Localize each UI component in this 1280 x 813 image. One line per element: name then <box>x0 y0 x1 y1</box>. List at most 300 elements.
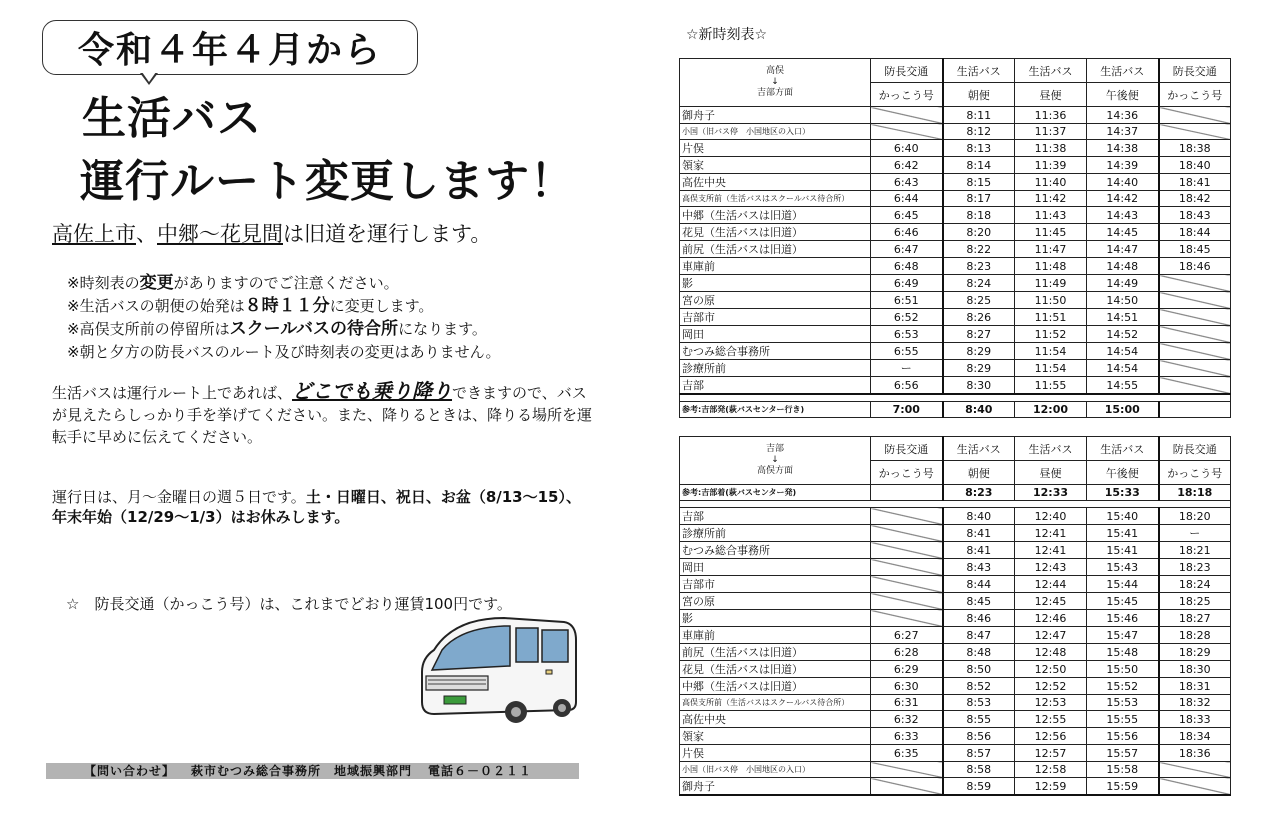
departure-time <box>871 508 943 525</box>
departure-time: 14:48 <box>1087 258 1159 275</box>
direction-arrow: ↓ <box>771 77 779 87</box>
departure-time: 14:39 <box>1087 157 1159 174</box>
departure-time: 18:20 <box>1159 508 1231 525</box>
timetable-row <box>680 174 1231 191</box>
departure-time: 8:58 <box>943 762 1015 778</box>
timetable-row <box>680 309 1231 326</box>
stop-name: むつみ総合事務所 <box>680 343 871 360</box>
departure-time: 8:57 <box>943 745 1015 762</box>
departure-time: 11:54 <box>1015 343 1087 360</box>
departure-time: 8:11 <box>943 107 1015 124</box>
departure-time: 6:31 <box>871 695 943 711</box>
departure-time: 7:00 <box>871 402 943 418</box>
departure-time: 8:22 <box>943 241 1015 258</box>
departure-time: 14:54 <box>1087 360 1159 377</box>
departure-time: 8:12 <box>943 124 1015 140</box>
stop-name: 中郷（生活バスは旧道） <box>680 207 871 224</box>
departure-time: 11:42 <box>1015 191 1087 207</box>
stop-name: 影 <box>680 610 871 627</box>
departure-time: 12:52 <box>1015 678 1087 695</box>
stop-name: 花見（生活バスは旧道） <box>680 224 871 241</box>
departure-time: 14:43 <box>1087 207 1159 224</box>
timetable-row <box>680 576 1231 593</box>
fare-note: ☆ 防長交通（かっこう号）は、これまでどおり運賃100円です。 <box>66 595 512 613</box>
direction-to: 吉部方面 <box>756 88 793 98</box>
note-1-a: ※時刻表の <box>67 274 140 292</box>
departure-time <box>1159 377 1231 395</box>
departure-time <box>1159 778 1231 796</box>
departure-time: 12:57 <box>1015 745 1087 762</box>
departure-time: 8:53 <box>943 695 1015 711</box>
departure-time: 15:56 <box>1087 728 1159 745</box>
column-header-line2: 朝便 <box>943 83 1015 107</box>
timetable-row <box>680 745 1231 762</box>
departure-time: 8:56 <box>943 728 1015 745</box>
departure-time: 14:55 <box>1087 377 1159 395</box>
departure-time: 6:43 <box>871 174 943 191</box>
departure-time: 15:33 <box>1087 485 1159 501</box>
departure-time: ー <box>871 360 943 377</box>
para-a: 生活バスは運行ルート上であれば、 <box>52 384 293 402</box>
departure-time: 18:36 <box>1159 745 1231 762</box>
departure-time: 11:48 <box>1015 258 1087 275</box>
timetable-row <box>680 593 1231 610</box>
timetable-row <box>680 326 1231 343</box>
departure-time: 6:33 <box>871 728 943 745</box>
stop-name: 片俣 <box>680 140 871 157</box>
stop-name: 診療所前 <box>680 360 871 377</box>
departure-time: 18:27 <box>1159 610 1231 627</box>
departure-time: 12:44 <box>1015 576 1087 593</box>
departure-time: 8:41 <box>943 542 1015 559</box>
departure-time: 15:55 <box>1087 711 1159 728</box>
departure-time: 18:34 <box>1159 728 1231 745</box>
departure-time: 8:44 <box>943 576 1015 593</box>
direction-to: 高俣方面 <box>756 466 793 476</box>
departure-time: 11:39 <box>1015 157 1087 174</box>
timetable-row <box>680 124 1231 140</box>
title-line-1: 生活バス <box>82 93 262 144</box>
timetable-row <box>680 140 1231 157</box>
departure-time: 6:27 <box>871 627 943 644</box>
departure-time: 18:42 <box>1159 191 1231 207</box>
stop-name: 吉部市 <box>680 309 871 326</box>
departure-time <box>871 107 943 124</box>
departure-time: 8:14 <box>943 157 1015 174</box>
stop-name: 御舟子 <box>680 107 871 124</box>
departure-time <box>1159 107 1231 124</box>
departure-time: 15:57 <box>1087 745 1159 762</box>
departure-time: 14:37 <box>1087 124 1159 140</box>
timetable-row <box>680 107 1231 124</box>
departure-time: 15:47 <box>1087 627 1159 644</box>
date-bubble: 令和４年４月から <box>42 20 418 75</box>
column-header-line2: 午後便 <box>1087 461 1159 485</box>
departure-time: 18:38 <box>1159 140 1231 157</box>
reference-row <box>680 485 1231 501</box>
stop-name: 前尻（生活バスは旧道） <box>680 241 871 258</box>
direction-arrow: ↓ <box>771 455 779 465</box>
stop-name: 前尻（生活バスは旧道） <box>680 644 871 661</box>
timetable-row <box>680 377 1231 395</box>
departure-time: 18:30 <box>1159 661 1231 678</box>
departure-time: 6:49 <box>871 275 943 292</box>
departure-time: 11:51 <box>1015 309 1087 326</box>
departure-time: 18:41 <box>1159 174 1231 191</box>
column-header-line1: 生活バス <box>943 437 1015 461</box>
timetable-row <box>680 778 1231 796</box>
bubble-tail-inner <box>142 72 156 82</box>
departure-time: 11:49 <box>1015 275 1087 292</box>
direction-label <box>680 437 871 485</box>
title-line-2: 運行ルート変更します！ <box>80 156 575 207</box>
departure-time: 14:49 <box>1087 275 1159 292</box>
departure-time: 15:50 <box>1087 661 1159 678</box>
departure-time: 14:36 <box>1087 107 1159 124</box>
subtitle-part-3: は旧道を運行します。 <box>283 222 492 246</box>
departure-time: 8:29 <box>943 343 1015 360</box>
departure-time: 15:48 <box>1087 644 1159 661</box>
departure-time: 11:37 <box>1015 124 1087 140</box>
departure-time: 18:44 <box>1159 224 1231 241</box>
departure-time: 6:48 <box>871 258 943 275</box>
stop-name: 岡田 <box>680 559 871 576</box>
timetable-row <box>680 275 1231 292</box>
departure-time: 8:25 <box>943 292 1015 309</box>
timetable-row <box>680 678 1231 695</box>
timetable-outbound <box>679 58 1231 418</box>
note-2 <box>67 295 500 318</box>
timetable-row <box>680 610 1231 627</box>
departure-time: 11:38 <box>1015 140 1087 157</box>
departure-time: 15:44 <box>1087 576 1159 593</box>
note-2-c: に変更します。 <box>329 297 434 315</box>
stop-name: 車庫前 <box>680 627 871 644</box>
note-1-b: 変更 <box>139 273 174 293</box>
departure-time: 8:27 <box>943 326 1015 343</box>
note-1-c: がありますのでご注意ください。 <box>173 274 399 292</box>
departure-time: 18:46 <box>1159 258 1231 275</box>
departure-time: 8:17 <box>943 191 1015 207</box>
departure-time: 14:47 <box>1087 241 1159 258</box>
column-header-line1: 防長交通 <box>1159 59 1231 83</box>
service-days <box>52 487 592 527</box>
departure-time <box>871 762 943 778</box>
departure-time: 11:54 <box>1015 360 1087 377</box>
timetable-row <box>680 360 1231 377</box>
note-1 <box>67 272 500 295</box>
timetable-row <box>680 728 1231 745</box>
departure-time <box>1159 326 1231 343</box>
departure-time: 8:24 <box>943 275 1015 292</box>
timetable-row <box>680 157 1231 174</box>
stop-name: 高佐中央 <box>680 711 871 728</box>
departure-time <box>1159 343 1231 360</box>
departure-time: 8:15 <box>943 174 1015 191</box>
departure-time: 18:40 <box>1159 157 1231 174</box>
note-3-c: になります。 <box>398 320 487 338</box>
departure-time: 18:23 <box>1159 559 1231 576</box>
departure-time: 6:55 <box>871 343 943 360</box>
departure-time: 6:28 <box>871 644 943 661</box>
timetable-row <box>680 258 1231 275</box>
departure-time: 14:38 <box>1087 140 1159 157</box>
note-2-a: ※生活バスの朝便の始発は <box>67 297 245 315</box>
stop-name: 高佐中央 <box>680 174 871 191</box>
departure-time: 18:21 <box>1159 542 1231 559</box>
footer-office: 萩市むつみ総合事務所 地域振興部門 <box>191 764 413 778</box>
column-header-line1: 生活バス <box>1015 59 1087 83</box>
note-3 <box>67 318 500 341</box>
departure-time <box>871 485 943 501</box>
stop-name: 影 <box>680 275 871 292</box>
departure-time: ー <box>1159 525 1231 542</box>
column-header-line2: かっこう号 <box>1159 461 1231 485</box>
timetable-row <box>680 661 1231 678</box>
timetable-row <box>680 644 1231 661</box>
departure-time <box>1159 309 1231 326</box>
timetable-row <box>680 627 1231 644</box>
departure-time: 8:41 <box>943 525 1015 542</box>
days-b: 土・日曜日、祝日、お盆（8/13～15）、年末年始（12/29～1/3）はお休みします。 <box>52 488 581 526</box>
departure-time: 6:40 <box>871 140 943 157</box>
departure-time: 8:29 <box>943 360 1015 377</box>
departure-time: 18:45 <box>1159 241 1231 258</box>
note-4: ※朝と夕方の防長バスのルート及び時刻表の変更はありません。 <box>67 343 501 361</box>
departure-time <box>1159 762 1231 778</box>
departure-time: 6:56 <box>871 377 943 395</box>
timetable-row <box>680 343 1231 360</box>
days-a: 運行日は、月～金曜日の週５日です。 <box>52 488 306 506</box>
departure-time: 8:26 <box>943 309 1015 326</box>
departure-time: 12:40 <box>1015 508 1087 525</box>
departure-time <box>1159 124 1231 140</box>
departure-time: 15:58 <box>1087 762 1159 778</box>
departure-time: 11:43 <box>1015 207 1087 224</box>
column-header-line2: 朝便 <box>943 461 1015 485</box>
direction-label <box>680 59 871 107</box>
stop-name: 花見（生活バスは旧道） <box>680 661 871 678</box>
departure-time: 6:46 <box>871 224 943 241</box>
departure-time: 8:30 <box>943 377 1015 395</box>
column-header-line2: かっこう号 <box>1159 83 1231 107</box>
subtitle-part-2: 中郷～花見間 <box>157 222 283 246</box>
note-3-b: スクールバスの待合所 <box>229 319 399 339</box>
timetable-row <box>680 695 1231 711</box>
departure-time: 18:28 <box>1159 627 1231 644</box>
stop-name: 宮の原 <box>680 292 871 309</box>
departure-time <box>1159 402 1231 418</box>
departure-time: 8:50 <box>943 661 1015 678</box>
departure-time: 14:52 <box>1087 326 1159 343</box>
departure-time: 18:24 <box>1159 576 1231 593</box>
departure-time: 8:18 <box>943 207 1015 224</box>
departure-time: 14:40 <box>1087 174 1159 191</box>
bus-illustration <box>414 610 584 730</box>
departure-time: 18:29 <box>1159 644 1231 661</box>
direction-from: 高俣 <box>765 66 784 76</box>
timetable-heading: ☆新時刻表☆ <box>686 27 768 43</box>
departure-time: 8:13 <box>943 140 1015 157</box>
departure-time: 14:51 <box>1087 309 1159 326</box>
departure-time: 12:50 <box>1015 661 1087 678</box>
departure-time: 14:54 <box>1087 343 1159 360</box>
departure-time: 8:23 <box>943 258 1015 275</box>
departure-time: 8:40 <box>943 402 1015 418</box>
departure-time: 8:46 <box>943 610 1015 627</box>
departure-time: 6:47 <box>871 241 943 258</box>
departure-time: 6:35 <box>871 745 943 762</box>
timetable-row <box>680 711 1231 728</box>
stop-name: 中郷（生活バスは旧道） <box>680 678 871 695</box>
departure-time <box>871 525 943 542</box>
reference-row <box>680 402 1231 418</box>
departure-time: 11:55 <box>1015 377 1087 395</box>
departure-time: 6:51 <box>871 292 943 309</box>
departure-time: 12:46 <box>1015 610 1087 627</box>
column-header-line1: 生活バス <box>1087 59 1159 83</box>
departure-time: 12:53 <box>1015 695 1087 711</box>
departure-time: 8:47 <box>943 627 1015 644</box>
departure-time: 6:44 <box>871 191 943 207</box>
departure-time: 18:32 <box>1159 695 1231 711</box>
column-header-line2: 昼便 <box>1015 83 1087 107</box>
departure-time: 12:33 <box>1015 485 1087 501</box>
departure-time: 8:40 <box>943 508 1015 525</box>
departure-time: 8:20 <box>943 224 1015 241</box>
note-3-a: ※高俣支所前の停留所は <box>67 320 230 338</box>
departure-time: 15:46 <box>1087 610 1159 627</box>
spacer-row <box>680 501 1231 508</box>
departure-time <box>871 124 943 140</box>
timetable-row <box>680 508 1231 525</box>
departure-time: 6:30 <box>871 678 943 695</box>
stop-name: 小国（旧バス停 小国地区の入口） <box>680 762 871 778</box>
departure-time <box>871 542 943 559</box>
stop-name: 宮の原 <box>680 593 871 610</box>
departure-time: 12:00 <box>1015 402 1087 418</box>
subtitle-sep: 、 <box>136 222 157 246</box>
departure-time: 12:41 <box>1015 525 1087 542</box>
departure-time: 18:31 <box>1159 678 1231 695</box>
departure-time: 11:47 <box>1015 241 1087 258</box>
departure-time: 11:52 <box>1015 326 1087 343</box>
departure-time: 18:33 <box>1159 711 1231 728</box>
departure-time: 15:43 <box>1087 559 1159 576</box>
stop-name: 高俣支所前（生活バスはスクールバス待合所） <box>680 191 871 207</box>
departure-time: 12:41 <box>1015 542 1087 559</box>
departure-time <box>871 593 943 610</box>
departure-time <box>871 576 943 593</box>
departure-time: 15:40 <box>1087 508 1159 525</box>
column-header-line1: 生活バス <box>1015 437 1087 461</box>
timetable-row <box>680 559 1231 576</box>
footer-phone: 電話６－０２１１ <box>428 764 533 778</box>
subtitle-part-1: 高佐上市 <box>52 222 136 246</box>
departure-time: 14:50 <box>1087 292 1159 309</box>
column-header-line1: 防長交通 <box>871 437 943 461</box>
departure-time <box>871 778 943 796</box>
departure-time <box>1159 360 1231 377</box>
spacer-row <box>680 394 1231 402</box>
column-header-line2: かっこう号 <box>871 83 943 107</box>
departure-time: 8:55 <box>943 711 1015 728</box>
reference-label: 参考:吉部発(萩バスセンター行き) <box>680 402 871 418</box>
departure-time: 6:53 <box>871 326 943 343</box>
departure-time: 8:59 <box>943 778 1015 796</box>
stop-name: むつみ総合事務所 <box>680 542 871 559</box>
stop-name: 領家 <box>680 157 871 174</box>
departure-time: 14:45 <box>1087 224 1159 241</box>
stop-name: 車庫前 <box>680 258 871 275</box>
departure-time: 15:41 <box>1087 542 1159 559</box>
note-2-b: ８時１１分 <box>244 296 330 316</box>
departure-time: 15:53 <box>1087 695 1159 711</box>
stop-name: 岡田 <box>680 326 871 343</box>
departure-time: 15:41 <box>1087 525 1159 542</box>
departure-time: 12:45 <box>1015 593 1087 610</box>
contact-footer <box>46 763 579 779</box>
departure-time: 8:52 <box>943 678 1015 695</box>
departure-time <box>1159 275 1231 292</box>
column-header-line2: 昼便 <box>1015 461 1087 485</box>
timetable-row <box>680 542 1231 559</box>
column-header-line1: 生活バス <box>1087 437 1159 461</box>
reference-label: 参考:吉部着(萩バスセンター発) <box>680 485 871 501</box>
departure-time: 15:00 <box>1087 402 1159 418</box>
stop-name: 吉部 <box>680 508 871 525</box>
departure-time <box>1159 292 1231 309</box>
departure-time: 6:42 <box>871 157 943 174</box>
footer-label: 【問い合わせ】 <box>84 764 176 778</box>
stop-name: 吉部 <box>680 377 871 395</box>
stop-name: 御舟子 <box>680 778 871 796</box>
column-header-line1: 生活バス <box>943 59 1015 83</box>
stop-name: 吉部市 <box>680 576 871 593</box>
timetable-row <box>680 525 1231 542</box>
departure-time: 12:58 <box>1015 762 1087 778</box>
departure-time: 12:47 <box>1015 627 1087 644</box>
stop-name: 小国（旧バス停 小国地区の入口） <box>680 124 871 140</box>
departure-time: 14:42 <box>1087 191 1159 207</box>
notes-list <box>67 272 500 364</box>
timetable-row <box>680 207 1231 224</box>
departure-time: 15:45 <box>1087 593 1159 610</box>
timetable-row <box>680 241 1231 258</box>
column-header-line1: 防長交通 <box>871 59 943 83</box>
departure-time: 18:43 <box>1159 207 1231 224</box>
departure-time: 11:50 <box>1015 292 1087 309</box>
timetable-inbound <box>679 436 1231 796</box>
boarding-paragraph <box>52 380 592 448</box>
departure-time: 6:52 <box>871 309 943 326</box>
departure-time: 11:40 <box>1015 174 1087 191</box>
stop-name: 片俣 <box>680 745 871 762</box>
departure-time: 8:45 <box>943 593 1015 610</box>
departure-time: 12:48 <box>1015 644 1087 661</box>
departure-time: 12:55 <box>1015 711 1087 728</box>
departure-time: 12:56 <box>1015 728 1087 745</box>
subtitle <box>52 218 491 248</box>
timetable-row <box>680 224 1231 241</box>
departure-time: 15:52 <box>1087 678 1159 695</box>
timetable-row <box>680 762 1231 778</box>
departure-time <box>871 559 943 576</box>
departure-time: 18:18 <box>1159 485 1231 501</box>
departure-time: 12:59 <box>1015 778 1087 796</box>
stop-name: 領家 <box>680 728 871 745</box>
column-header-line2: かっこう号 <box>871 461 943 485</box>
